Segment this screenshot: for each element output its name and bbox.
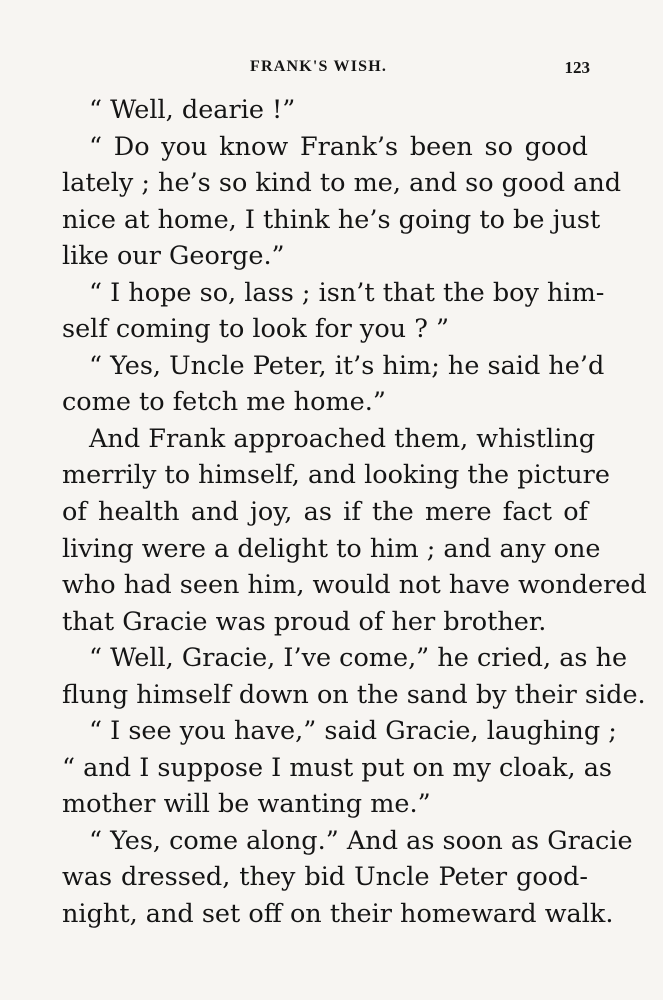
page-number: 123 bbox=[564, 58, 590, 77]
text-line: “ and I suppose I must put on my cloak, as bbox=[62, 752, 613, 783]
text-line: “ Yes, come along.” And as soon as Gracie bbox=[89, 825, 633, 856]
text-line: of health and joy, as if the mere fact of bbox=[62, 497, 588, 528]
text-line: “ I hope so, lass ; isn’t that the boy him- bbox=[89, 277, 605, 308]
text-line: flung himself down on the sand by their side. bbox=[62, 679, 646, 710]
text-line: merrily to himself, and looking the picture bbox=[62, 460, 610, 491]
text-line: “ Well, Gracie, I’ve come,” he cried, as he bbox=[89, 643, 628, 674]
text-line: who had seen him, would not have wondered bbox=[62, 570, 647, 601]
running-title: FRANK'S WISH. bbox=[250, 58, 388, 75]
body-text bbox=[62, 92, 647, 933]
text-line: that Gracie was proud of her brother. bbox=[62, 606, 547, 637]
text-line: lately ; he’s so kind to me, and so good and bbox=[62, 168, 622, 199]
text-line: was dressed, they bid Uncle Peter good- bbox=[62, 862, 588, 893]
text-line: nice at home, I think he’s going to be just bbox=[62, 204, 601, 235]
text-line: night, and set off on their homeward walk. bbox=[62, 899, 614, 930]
text-line: come to fetch me home.” bbox=[62, 387, 386, 418]
text-line: like our George.” bbox=[62, 241, 285, 272]
text-line: living were a delight to him ; and any one bbox=[62, 533, 601, 564]
text-line: “ Do you know Frank’s been so good bbox=[89, 131, 588, 162]
text-line: “ Well, dearie !” bbox=[89, 95, 296, 125]
text-line: “ I see you have,” said Gracie, laughing ; bbox=[89, 716, 617, 747]
text-line: mother will be wanting me.” bbox=[62, 789, 431, 820]
running-head bbox=[90, 58, 590, 82]
text-line: “ Yes, Uncle Peter, it’s him; he said he’d bbox=[89, 350, 605, 381]
text-line: And Frank approached them, whistling bbox=[89, 423, 596, 454]
text-line: self coming to look for you ? ” bbox=[62, 314, 450, 345]
